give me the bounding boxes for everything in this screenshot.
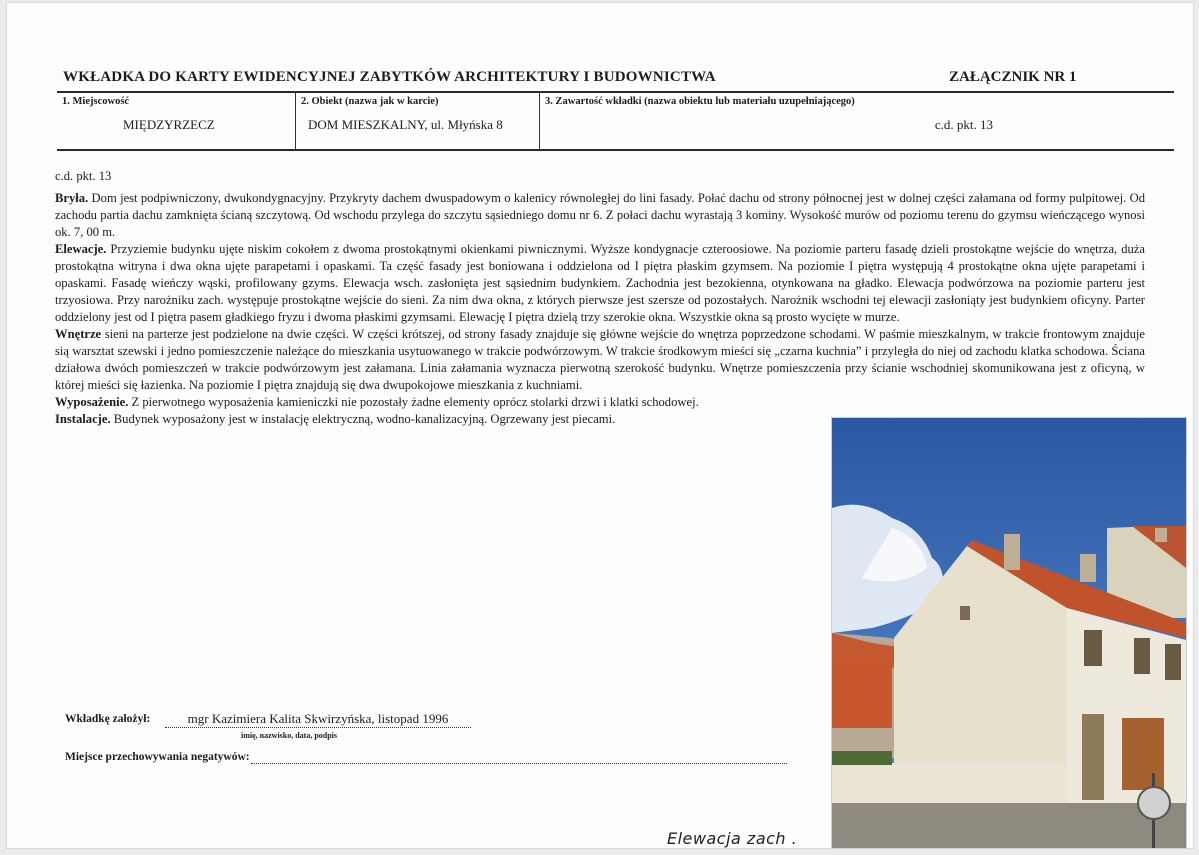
bryla-paragraph	[55, 190, 1145, 241]
wyposazenie-paragraph	[55, 394, 795, 411]
founder-hint: imię, nazwisko, data, podpis	[241, 731, 338, 740]
window	[1084, 630, 1102, 666]
photo-caption-handwritten: Elewacja zach .	[667, 829, 798, 848]
shop-window	[1122, 718, 1164, 790]
chimney-2	[1080, 554, 1096, 582]
instalacje-paragraph	[55, 411, 795, 428]
chimney-1	[1004, 534, 1020, 570]
bryla-heading: Bryła.	[55, 191, 89, 205]
elewacje-text: Przyziemie budynku ujęte niskim cokołem z dwoma prostokątnymi okienkami piwnicznymi. Wyższe kondygnacje czteroosiowe. Na poziomie parteru fasadę dzieli prostokątne wejście do wnętrza, duża prostokątna witryna i dwa okna ujęte parapetami i opaskami. Ta część fasady jest boniowana i oddzielona od I piętra płaskim gzymsem. Na poziomie I piętra występują 4 prostokątne okna ujęte parapetami i opaskami. Fasadę wieńczy wąski, profilowany gzyms. Elewacja wsch. zasłonięta jest sąsiednim budynkiem. Zachodnia jest bezokienna, otynkowana na gładko. Elewacja podwórzowa na poziomie parteru jest trzyosiowa. Przy narożniku zach. występuje prostokątne wejście do sieni. Za nim dwa okna, z których pierwsze jest szersze od pozostałych. Narożnik wschodni tej elewacji zasłoniąty jest budynkiem oficyny. Parter oddzielony jest od I piętra pasem gładkiego fryzu i dwoma płaskimi gzymsami. Elewację I piętra dzielą trzy szerokie okna. Wszystkie okna są prosto wycięte w murze.	[55, 242, 1145, 324]
chimney-3	[1155, 528, 1167, 542]
bryla-text: Dom jest podpiwniczony, dwukondygnacyjny. Przykryty dachem dwuspadowym o kalenicy równoległej do lini fasady. Połać dachu od strony północnej jest w dolnej części załamana od formy pulpitowej. Od zachodu partia dachu zamknięta ścianą szczytową. Od wschodu przylega do szczytu sąsiedniego domu nr 6. Z połaci dachu wyrastają 3 kominy. Wysokość murów od poziomu terenu do gzymsu wieńczącego wynosi ok. 7, 00 m.	[55, 191, 1145, 239]
locality-label: 1. Miejscowość	[62, 96, 130, 107]
content-value: c.d. pkt. 13	[934, 117, 993, 132]
building-photo	[831, 417, 1187, 849]
entrance-door	[1082, 714, 1104, 800]
storage-label: Miejsce przechowywania negatywów:	[65, 751, 250, 763]
window	[1165, 644, 1181, 680]
left-roof	[832, 658, 892, 728]
instalacje-text: Budynek wyposażony jest w instalację elektryczną, wodno-kanalizacyjną. Ogrzewany jest piecami.	[110, 412, 616, 426]
elewacje-heading: Elewacje.	[55, 242, 107, 256]
traffic-sign	[1138, 787, 1170, 819]
object-cell	[295, 93, 540, 149]
document-title: WKŁADKA DO KARTY EWIDENCYJNEJ ZABYTKÓW ARCHITEKTURY I BUDOWNICTWA	[63, 69, 716, 85]
content-cell	[539, 93, 1175, 149]
wnetrze-text: sieni na parterze jest podzielone na dwie części. W części krótszej, od strony fasady znajduje się główne wejście do wnętrza poprzedzone schodami. W paśmie mieszkalnym, w trakcie frontowym znajduje sią warsztat szewski i jedno pomieszczenie należące do mieszkania usytuowanego w trakcie podwórzowym. W trakcie środkowym mieści się „czarna kuchnia” i przyległa do niej od zachodu klatka schodowa. Ściana działowa dwóch pomieszczeń w trakcie podwórzowym jest załamana. Linia załamania wyznacza pierwotną szerokość budynku. Wnętrze pomieszczenia przy ścianie wschodniej skomunikowana jest z oficyną, w której mieści się łazienka. Na poziomie I piętra znajdują się dwa dwupokojowe mieszkania z kuchniami.	[55, 327, 1145, 392]
object-label: 2. Obiekt (nazwa jak w karcie)	[301, 96, 439, 107]
wyposazenie-text: Z pierwotnego wyposażenia kamieniczki nie pozostały żadne elementy oprócz stolarki drzwi i klatki schodowej.	[128, 395, 699, 409]
instalacje-heading: Instalacje.	[55, 412, 111, 426]
document-sheet	[6, 2, 1194, 849]
wyposazenie-heading: Wyposażenie.	[55, 395, 129, 409]
elewacje-paragraph	[55, 241, 1145, 326]
greenery	[832, 751, 892, 765]
front-wall-fence	[832, 763, 1067, 803]
founder-value: mgr Kazimiera Kalita Skwirzyńska, listopad 1996	[165, 711, 471, 728]
street	[832, 803, 1186, 848]
storage-value	[251, 763, 787, 764]
wnetrze-heading: Wnętrze	[55, 327, 102, 341]
annex-number: ZAŁĄCZNIK NR 1	[949, 69, 1077, 85]
header-fields-table	[57, 91, 1174, 151]
description-body	[55, 168, 1145, 428]
locality-cell	[57, 93, 295, 149]
founder-label: Wkładkę założył:	[65, 713, 151, 725]
window	[1134, 638, 1150, 674]
continuation-heading: c.d. pkt. 13	[55, 169, 112, 183]
wnetrze-paragraph	[55, 326, 1145, 394]
object-value: DOM MIESZKALNY, ul. Młyńska 8	[308, 117, 503, 132]
gable-window	[960, 606, 970, 620]
locality-value: MIĘDZYRZECZ	[123, 117, 215, 132]
west-elevation-photo-illustration	[832, 418, 1186, 848]
content-label: 3. Zawartość wkładki (nazwa obiektu lub materiału uzupełniającego)	[545, 96, 855, 107]
